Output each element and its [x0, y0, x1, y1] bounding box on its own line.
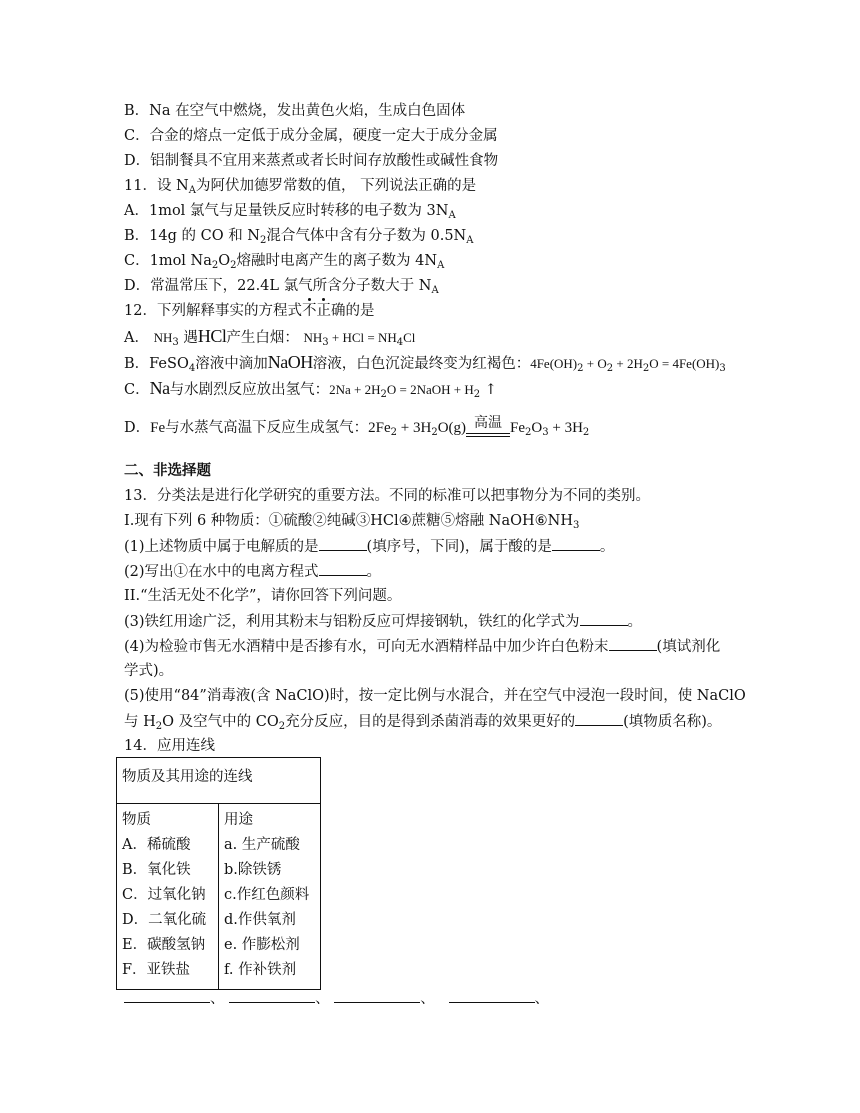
use-item: b.除铁锈 — [224, 862, 282, 878]
q10-option-c: C．合金的熔点一定低于成分金属，硬度一定大于成分金属 — [124, 128, 498, 144]
q11-option-c: C．1mol $Na_2O_2$熔融时电离产生的离子数为 $4N_A$ — [124, 253, 445, 271]
answer-blank[interactable] — [552, 536, 600, 551]
answer-blank[interactable] — [124, 990, 210, 1003]
use-item: c.作红色颜料 — [224, 887, 310, 903]
use-item: f. 作补铁剂 — [224, 962, 297, 978]
answer-blank[interactable] — [319, 561, 367, 576]
table-title: 物质及其用途的连线 — [117, 758, 321, 804]
q12-stem: 12．下列解释事实的方程式不正确的是 — [124, 303, 375, 319]
q13-part1: I.现有下列 6 种物质：①硫酸②纯碱③HCl④蔗糖⑤熔融 $NaOH⑥NH_3$ — [124, 513, 580, 531]
q10-option-b: B．Na 在空气中燃烧，发出黄色火焰，生成白色固体 — [124, 103, 466, 119]
reaction-condition: 高温 — [466, 433, 510, 443]
substance-item: E．碳酸氢钠 — [122, 937, 206, 953]
emphasis-dot-char: 正 — [316, 303, 331, 319]
use-item: e. 作膨松剂 — [224, 937, 300, 953]
double-line-icon — [466, 433, 510, 437]
substance-item: C．过氧化钠 — [122, 887, 206, 903]
answer-blank[interactable] — [449, 990, 535, 1003]
q11-stem: 11．设 $N_A$为阿伏加德罗常数的值， 下列说法正确的是 — [124, 178, 477, 196]
q13-sub4-cont: 学式)。 — [124, 663, 174, 679]
q13-stem: 13．分类法是进行化学研究的重要方法。不同的标准可以把事物分为不同的类别。 — [124, 488, 650, 504]
use-item: a. 生产硫酸 — [224, 837, 300, 853]
q12-option-d: D．Fe与水蒸气高温下反应生成氢气：$2Fe_2 + 3H_2O(g)$ 高温 $Fe_2O_3 + 3H_2$ — [124, 418, 589, 443]
answer-blank[interactable] — [575, 711, 623, 726]
q11-option-a: A．1mol 氯气与足量铁反应时转移的电子数为 $3N_A$ — [124, 203, 456, 221]
column-header: 用途 — [224, 812, 253, 828]
q12-option-a: A． $NH_3$ 遇HCl产生白烟： $NH_3$ + HCl = $NH_4Cl$ — [124, 326, 416, 348]
q12-option-c: C．Na与水剧烈反应放出氢气：$2Na + 2H_2O$ = 2NaOH + $H_2$ ↑ — [124, 378, 497, 400]
answer-blank[interactable] — [580, 611, 628, 626]
q13-part2: II.“生活无处不化学”，请你回答下列问题。 — [124, 588, 402, 604]
q13-sub4: (4)为检验市售无水酒精中是否掺有水，可向无水酒精样品中加少许白色粉末 (填试剂化 — [124, 636, 720, 657]
q13-sub1: (1)上述物质中属于电解质的是 (填序号，下同)，属于酸的是 。 — [124, 536, 614, 557]
q14-stem: 14．应用连线 — [124, 738, 215, 754]
section-title: 二、非选择题 — [124, 462, 211, 479]
q10-option-d: D．铝制餐具不宜用来蒸煮或者长时间存放酸性或碱性食物 — [124, 153, 499, 169]
q11-option-b: B．14g 的 CO 和 $N_2$混合气体中含有分子数为 $0.5N_A$ — [124, 228, 474, 246]
substance-item: D．二氧化硫 — [122, 912, 207, 928]
matching-table — [116, 757, 321, 990]
q13-sub5-cont: 与 $H_2O$ 及空气中的 $CO_2$充分反应，目的是得到杀菌消毒的效果更好的 (填物质名称)。 — [124, 711, 721, 737]
use-item: d.作供氧剂 — [224, 912, 296, 928]
emphasis-dot-char: 不 — [301, 303, 317, 319]
answer-blank[interactable] — [319, 536, 367, 551]
q12-option-b: B．FeSO$_4$溶液中滴加NaOH溶液，白色沉淀最终变为红褐色：$4Fe(OH)_2 + O_2 + 2H_2O = 4Fe(OH)_3$ — [124, 352, 726, 374]
q11-option-d: D．常温常压下，22.4L 氯气所含分子数大于 $N_A$ — [124, 278, 439, 296]
q13-sub2: (2)写出①在水中的电离方程式 。 — [124, 561, 381, 582]
answer-line: 、 、 、 、 — [124, 987, 549, 1008]
answer-blank[interactable] — [334, 990, 420, 1003]
substance-column — [117, 804, 219, 990]
answer-blank[interactable] — [609, 636, 657, 651]
answer-blank[interactable] — [229, 990, 315, 1003]
column-header: 物质 — [122, 812, 151, 828]
q13-sub5: (5)使用“84”消毒液(含 NaClO)时，按一定比例与水混合，并在空气中浸泡一段时间，使 NaClO — [124, 688, 746, 704]
substance-item: A．稀硫酸 — [122, 837, 191, 853]
substance-item: F．亚铁盐 — [122, 962, 191, 978]
q13-sub3: (3)铁红用途广泛，利用其粉末与铝粉反应可焊接钢轨，铁红的化学式为 。 — [124, 611, 642, 632]
substance-item: B．氧化铁 — [122, 862, 191, 878]
use-column — [219, 804, 321, 990]
gas-arrow-icon: ↑ — [484, 382, 497, 398]
